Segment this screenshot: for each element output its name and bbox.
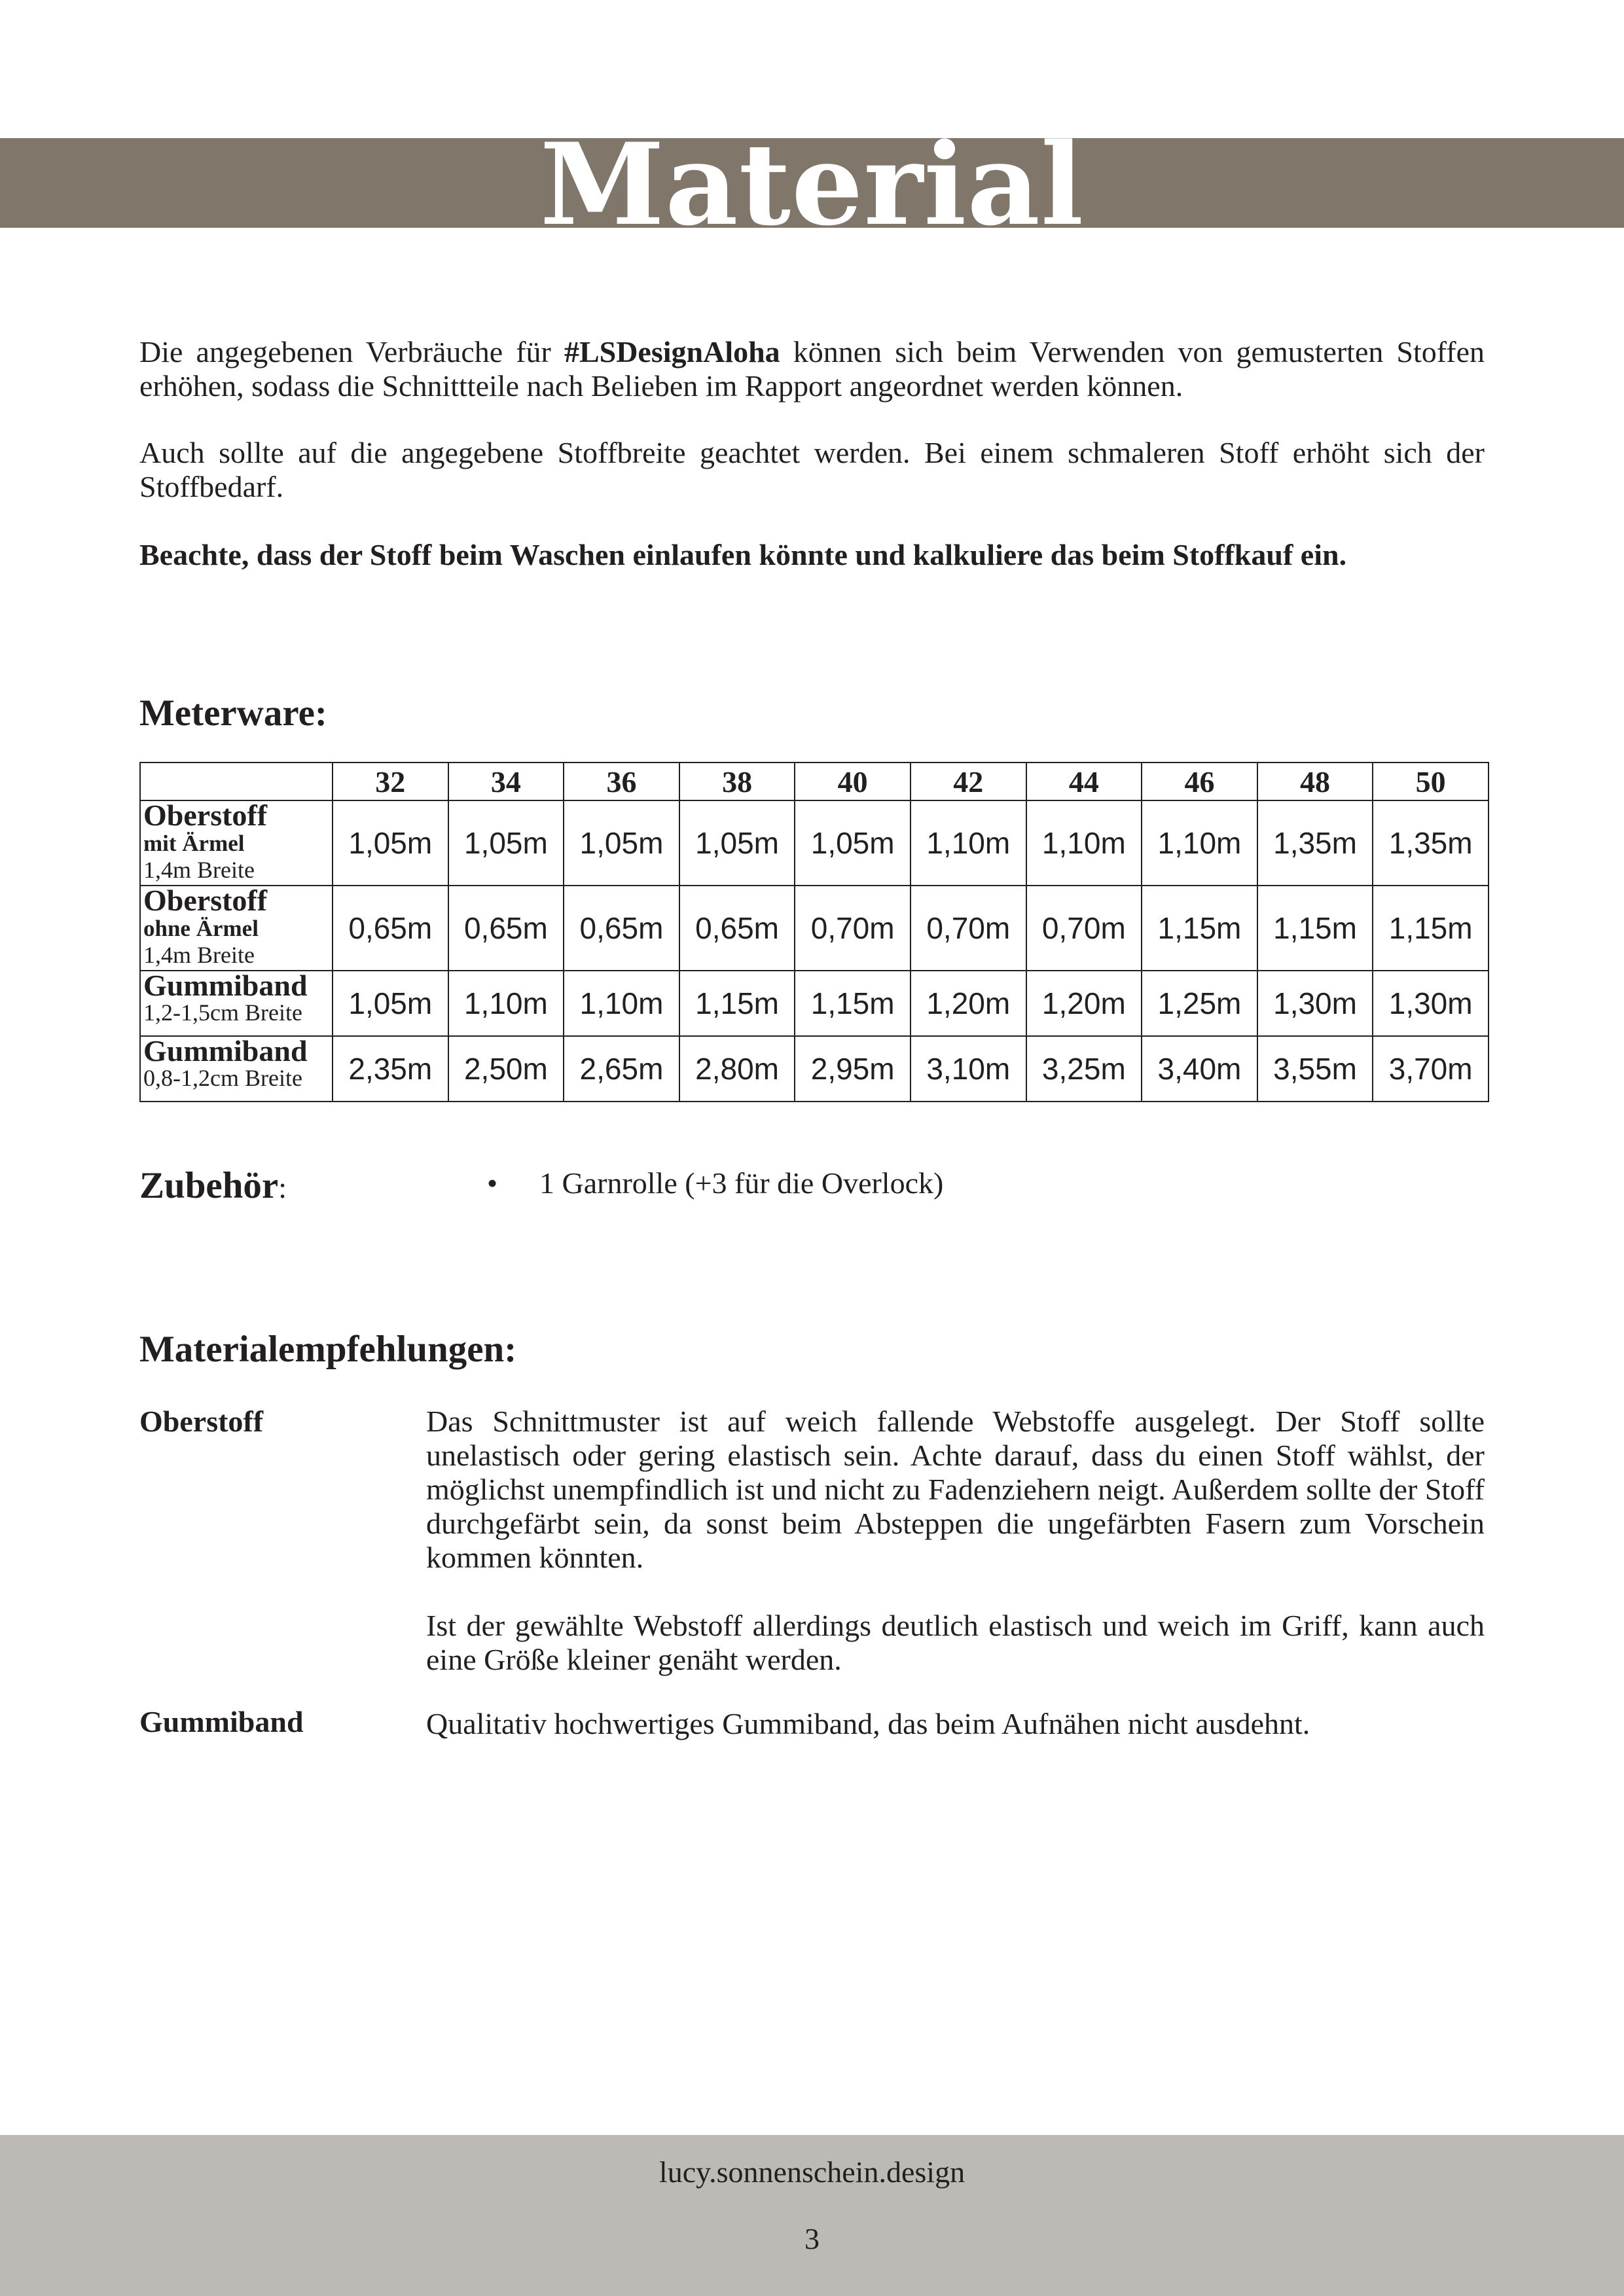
intro-text-a: Die angegebenen Verbräuche für [139,335,564,368]
row-header [140,1036,333,1102]
size-header: 46 [1142,762,1257,800]
table-cell: 2,95m [795,1036,911,1102]
size-header: 34 [448,762,564,800]
row-sublabel: mit Ärmel [143,831,245,856]
table-cell: 1,15m [1257,886,1373,971]
size-header: 44 [1026,762,1142,800]
row-note: 1,4m Breite [143,942,255,968]
recommendation-paragraph: Das Schnittmuster ist auf weich fallende Webstoffe ausgelegt. Der Stoff sollte unelastisch oder gering elastisch sein. Achte darauf, dass du einen Stoff wählst, der möglichst unempfindlich ist und nicht zu Fadenziehern neigt. Außerdem sollte der Stoff durchgefärbt sein, da sonst beim Absteppen die ungefärbten Fasern zum Vorschein kommen könnten. [426,1405,1485,1574]
size-header: 36 [564,762,679,800]
row-note: 1,4m Breite [143,857,255,883]
intro-paragraph-2 [139,436,1485,504]
recommendation-paragraph: Qualitativ hochwertiges Gummiband, das beim Aufnähen nicht ausdehnt. [426,1707,1310,1740]
table-row [140,886,1489,971]
table-cell: 1,05m [448,800,564,886]
row-label: Gummiband [143,1036,308,1067]
recommendation-label: Gummiband [139,1705,304,1738]
table-cell: 3,10m [911,1036,1026,1102]
size-header: 48 [1257,762,1373,800]
row-header [140,971,333,1036]
table-cell: 1,15m [1142,886,1257,971]
table-cell: 1,35m [1257,800,1373,886]
size-header: 40 [795,762,911,800]
table-cell: 1,15m [795,971,911,1036]
row-sublabel: ohne Ärmel [143,916,259,941]
table-row [140,800,1489,886]
table-cell: 1,05m [679,800,795,886]
bullet-icon: • [487,1166,498,1200]
table-cell: 1,10m [911,800,1026,886]
table-cell: 1,10m [448,971,564,1036]
recommendation-paragraph: Ist der gewählte Webstoff allerdings deutlich elastisch und weich im Griff, kann auch eine Größe kleiner genäht werden. [426,1609,1485,1676]
meterware-heading: Meterware: [139,692,327,734]
zubehoer-heading [139,1165,287,1209]
table-cell: 1,35m [1373,800,1489,886]
zubehoer-colon: : [278,1171,287,1204]
table-cell: 2,50m [448,1036,564,1102]
table-cell: 1,10m [1026,800,1142,886]
intro-text-2: Auch sollte auf die angegebene Stoffbreite geachtet werden. Bei einem schmaleren Stoff erhöht sich der Stoffbedarf. [139,436,1485,503]
size-header: 42 [911,762,1026,800]
table-cell: 0,70m [1026,886,1142,971]
recommendation-text [426,1405,1485,1677]
fabric-table [139,762,1489,1102]
row-label: Gummiband [143,971,308,1002]
table-cell: 3,55m [1257,1036,1373,1102]
table-cell: 1,05m [333,971,448,1036]
corner-cell [140,762,333,800]
table-cell: 1,20m [1026,971,1142,1036]
hashtag: #LSDesignAloha [564,335,780,368]
table-cell: 0,65m [448,886,564,971]
row-header [140,886,333,971]
table-cell: 0,70m [795,886,911,971]
table-cell: 2,80m [679,1036,795,1102]
page-number: 3 [804,2222,820,2255]
size-header-row [140,762,1489,800]
zubehoer-heading-text: Zubehör [139,1165,279,1206]
table-cell: 3,40m [1142,1036,1257,1102]
table-cell: 1,30m [1257,971,1373,1036]
list-item [487,1165,943,1202]
table-row [140,971,1489,1036]
row-label: Oberstoff [143,886,268,917]
table-cell: 3,70m [1373,1036,1489,1102]
recommendations-heading: Materialempfehlungen: [139,1329,517,1370]
table-cell: 0,70m [911,886,1026,971]
intro-paragraph-1 [139,335,1485,403]
size-header: 32 [333,762,448,800]
table-row [140,1036,1489,1102]
row-note: 0,8-1,2cm Breite [143,1065,302,1091]
recommendation-text [426,1707,1485,1741]
row-header [140,800,333,886]
table-cell: 1,20m [911,971,1026,1036]
table-cell: 1,25m [1142,971,1257,1036]
table-cell: 3,25m [1026,1036,1142,1102]
table-cell: 1,15m [1373,886,1489,971]
page-title: Material [539,118,1085,251]
list-item-text: 1 Garnrolle (+3 für die Overlock) [539,1166,944,1200]
footer-url: lucy.sonnenschein.design [659,2155,965,2189]
row-note: 1,2-1,5cm Breite [143,999,302,1026]
intro-paragraph-3 [139,538,1485,572]
table-cell: 1,05m [795,800,911,886]
row-label: Oberstoff [143,800,268,832]
table-cell: 0,65m [333,886,448,971]
table-cell: 1,15m [679,971,795,1036]
table-cell: 2,35m [333,1036,448,1102]
intro-text-b: können sich beim Verwenden von gemusterten Stoffen erhöhen, sodass die Schnittteile nach Belieben im Rapport angeordnet werden können. [139,335,1485,403]
recommendation-label: Oberstoff [139,1405,264,1438]
size-header: 38 [679,762,795,800]
size-header: 50 [1373,762,1489,800]
table-cell: 0,65m [564,886,679,971]
table-cell: 1,05m [333,800,448,886]
intro-text-3: Beachte, dass der Stoff beim Waschen einlaufen könnte und kalkuliere das beim Stoffkauf ein. [139,538,1347,571]
table-cell: 1,30m [1373,971,1489,1036]
table-cell: 0,65m [679,886,795,971]
table-cell: 1,05m [564,800,679,886]
table-cell: 1,10m [1142,800,1257,886]
table-cell: 1,10m [564,971,679,1036]
table-cell: 2,65m [564,1036,679,1102]
